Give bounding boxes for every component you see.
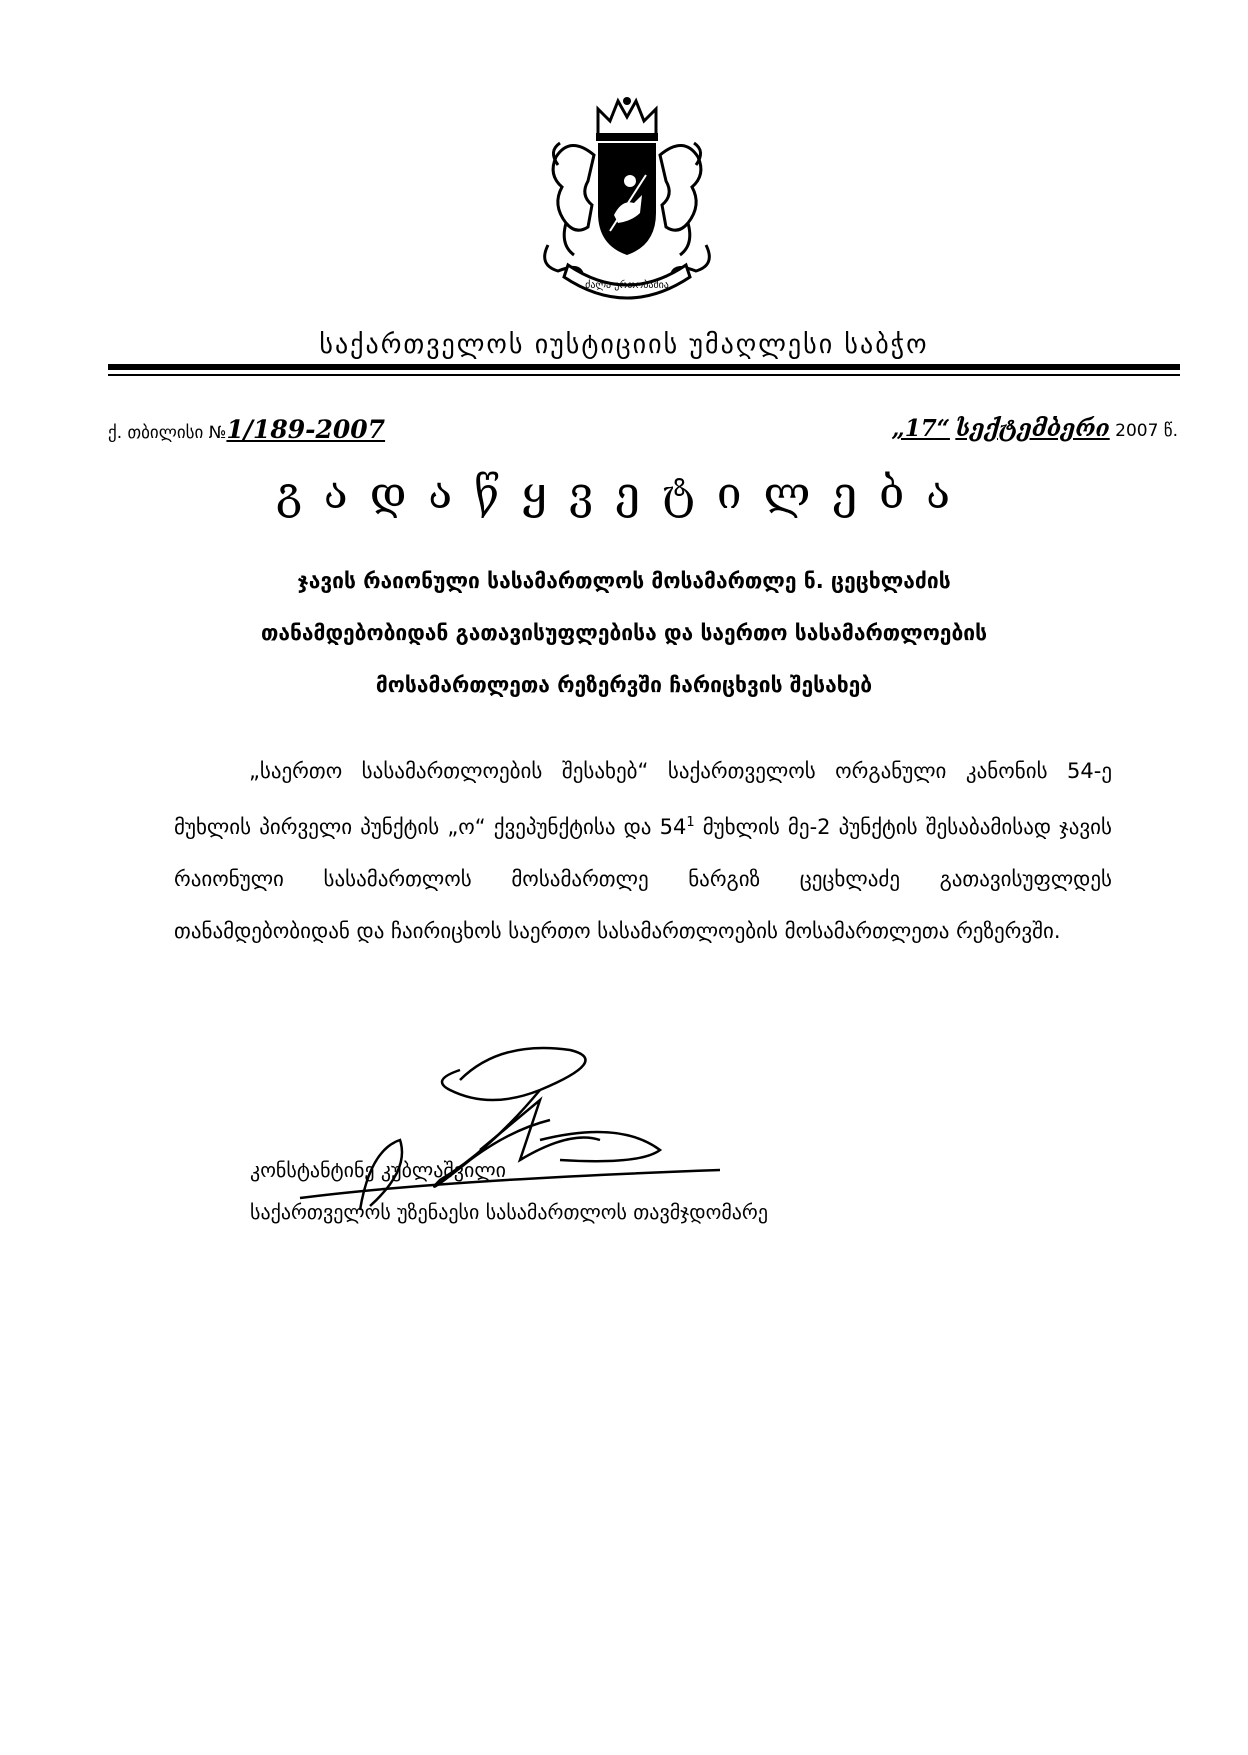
coat-of-arms-icon [518,95,736,305]
body-part-2: მუხლის მე-2 პუნქტის შესაბამისად ჯავის რაიონული სასამართლოს მოსამართლე ნარგიზ ცეცხლაძე გათავისუფლდეს თანამდებობიდან და ჩაირიცხოს საერთო სასამართლოების მოსამართლეთა რეზერვში. [174,815,1112,943]
council-name: საქართველოს იუსტიციის უმაღლესი საბჭო [319,330,929,360]
document-number: 1/189-2007 [226,415,386,444]
date-month: სექტემბერი [955,415,1110,442]
document-reference [108,415,385,444]
document-subject [150,555,1098,711]
date-day: „17“ [891,415,950,442]
coat-of-arms-emblem [518,95,736,305]
signer-name: კონსტანტინე კუბლაშვილი [250,1158,506,1182]
subject-line: თანამდებობიდან გათავისუფლებისა და საერთო სასამართლოების [260,621,988,645]
subject-line: ჯავის რაიონული სასამართლოს მოსამართლე ნ. ცეცხლაძის [297,569,951,593]
document-date [891,415,1178,442]
signer-title: საქართველოს უზენაესი სასამართლოს თავმჯდომარე [250,1200,768,1224]
header-divider [108,364,1180,370]
document-title: გადაწყვეტილება [275,468,972,519]
body-superscript: 1 [686,815,695,830]
body-part-1: „საერთო სასამართლოების შესახებ“ საქართველოს ორგანული კანონის 54-ე მუხლის პირველი პუნქტის „ო“ ქვეპუნქტისა და 54 [174,759,1112,839]
date-year: 2007 [1115,421,1159,441]
subject-line: მოსამართლეთა რეზერვში ჩარიცხვის შესახებ [375,673,873,697]
svg-text:ძალა ერთობაშია: ძალა ერთობაშია [585,280,669,291]
decision-body [174,745,1112,957]
place-prefix: ქ. თბილისი № [108,423,227,443]
header-divider-thin [108,374,1180,376]
date-suffix: წ. [1163,421,1178,441]
